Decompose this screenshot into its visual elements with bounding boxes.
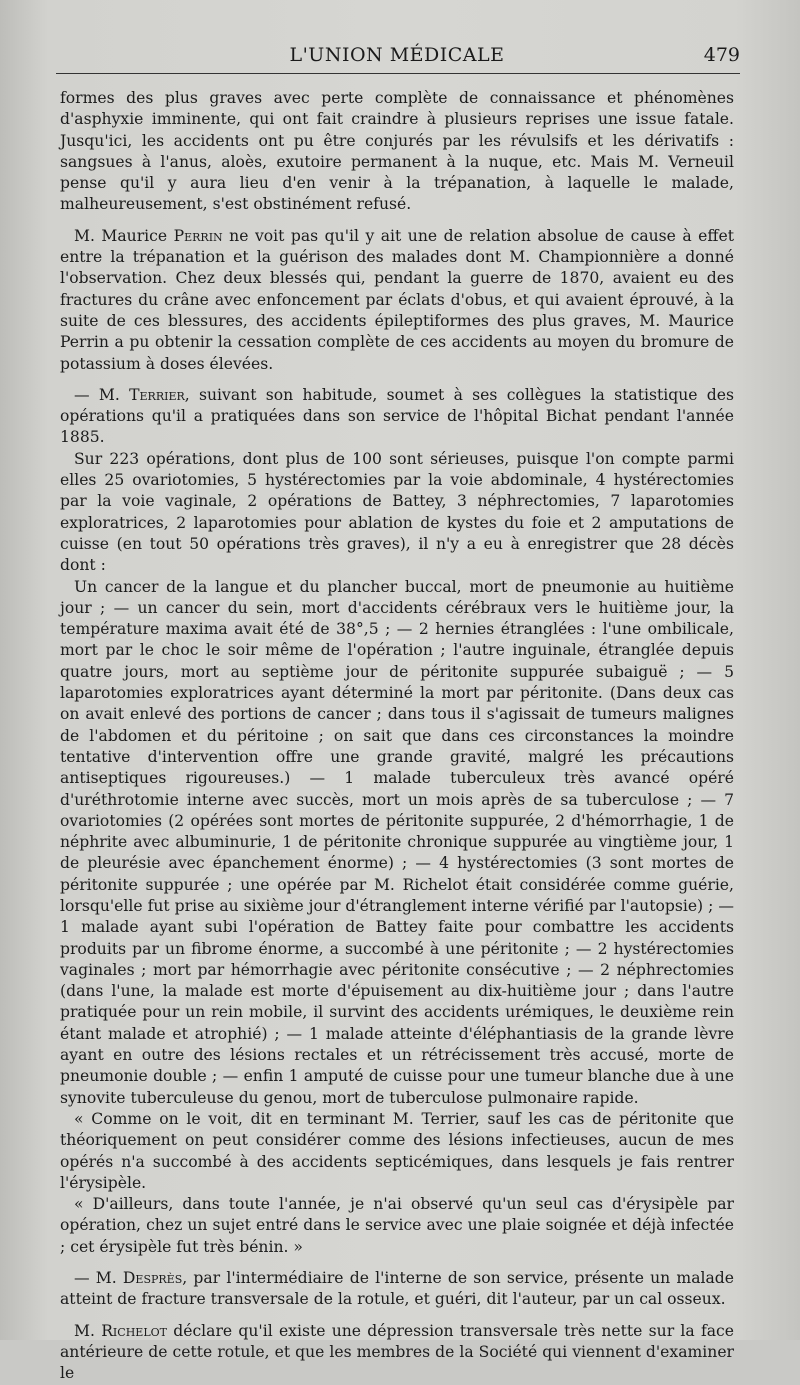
section-gap xyxy=(60,1311,734,1321)
paragraph-terrier-intro: — M. Terrier, suivant son habitude, soumet à ses collègues la statistique des opérations qu'il a pratiquées dans son service de l'hôpital Bichat pendant l'année 1885. xyxy=(60,385,734,447)
paragraph-richelot: M. Richelot déclare qu'il existe une dépression transversale très nette sur la face antérieure de cette rotule, et que les membres de la Société qui viennent d'examiner le xyxy=(60,1321,734,1383)
speaker-name: Desprès xyxy=(122,1269,183,1288)
running-title: L'UNION MÉDICALE xyxy=(289,44,505,66)
paragraph-terrier-quote-1: « Comme on le voit, dit en terminant M. Terrier, sauf les cas de péritonite que théoriquement on peut considérer comme des lésions infectieuses, aucun de mes opérés n'a succombé à des accidents septicémiques, dans lesquels je fais rentrer l'érysipèle. xyxy=(60,1109,734,1192)
paragraph-terrier-deaths: Un cancer de la langue et du plancher buccal, mort de pneumonie au huitième jour ; — un cancer du sein, mort d'accidents cérébraux vers le huitième jour, la température maxima avait été de 38°,5 ; — 2 hernies étranglées : l'une ombilicale, mort par le choc le soir même de l'opération ; l'autre inguinale, étranglée depuis quatre jours, mort au septième jour de péritonite suppurée subaiguë ; — 5 laparotomies exploratrices ayant déterminé la mort par péritonite. (Dans deux cas on avait enlevé des portions de cancer ; dans tous il s'agissait de tumeurs malignes de l'abdomen et du péritoine ; on sait que dans ces circonstances la moindre tentative d'intervention offre une grande gravité, malgré les précautions antiseptiques rigoureuses.) — 1 malade tuberculeux très avancé opéré d'uréthrotomie interne avec succès, mort un mois après de sa tuberculose ; — 7 ovariotomies (2 opérées sont mortes de péritonite suppurée, 2 d'hémorrhagie, 1 de néphrite avec albuminurie, 1 de péritonite chronique suppurée au vingtième jour, 1 de pleurésie avec épanchement énorme) ; — 4 hystérectomies (3 sont mortes de péritonite suppurée ; une opérée par M. Richelot était considérée comme guérie, lorsqu'elle fut prise au sixième jour d'étranglement interne vérifié par l'autopsie) ; — 1 malade ayant subi l'opération de Battey faite pour combattre les accidents produits par un fibrome énorme, a succombé à une péritonite ; — 2 hystérectomies vaginales ; mort par hémorrhagie avec péritonite consécutive ; — 2 néphrectomies (dans l'une, la malade est morte d'épuisement au dix-huitième jour ; dans l'autre pratiquée pour un rein mobile, il survint des accidents urémiques, le deuxième rein étant malade et atrophié) ; — 1 malade atteinte d'éléphantiasis de la grande lèvre ayant en outre des lésions rectales et un rétrécissement très accusé, morte de pneumonie double ; — enfin 1 amputé de cuisse pour une tumeur blanche due à une synovite tuberculeuse du genou, mort de tuberculose pulmonaire rapide. xyxy=(60,577,734,1107)
section-gap xyxy=(60,375,734,385)
paragraph-perrin: M. Maurice Perrin ne voit pas qu'il y ait une de relation absolue de cause à effet entre la trépanation et la guérison des malades dont M. Championnière a donné l'observation. Chez deux blessés qui, pendant la guerre de 1870, avaient eu des fractures du crâne avec enfoncement par éclats d'obus, et qui avaient éprouvé, à la suite de ces blessures, des accidents épileptiformes des plus graves, M. Maurice Perrin a pu obtenir la cessation complète de ces accidents au moyen du bromure de potassium à doses élevées. xyxy=(60,226,734,373)
speaker-name: Perrin xyxy=(173,226,223,245)
paragraph-despres: — M. Desprès, par l'intermédiaire de l'interne de son service, présente un malade atteint de fracture transversale de la rotule, et guéri, dit l'auteur, par un cal osseux. xyxy=(60,1269,734,1309)
speaker-name: Terrier xyxy=(129,385,185,404)
body-text xyxy=(60,88,734,1385)
page-number: 479 xyxy=(703,44,740,66)
section-gap xyxy=(60,216,734,226)
paragraph-terrier-quote-2: « D'ailleurs, dans toute l'année, je n'ai observé qu'un seul cas d'érysipèle par opération, chez un sujet entré dans le service avec une plaie soignée et déjà infectée ; cet érysipèle fut très bénin. » xyxy=(60,1195,734,1256)
header-rule xyxy=(56,73,740,74)
paragraph-terrier-statistics: Sur 223 opérations, dont plus de 100 sont sérieuses, puisque l'on compte parmi elles 25 ovariotomies, 5 hystérectomies par la voie abdominale, 4 hystérectomies par la voie vaginale, 2 opérations de Battey, 3 néphrectomies, 7 laparotomies exploratrices, 2 laparotomies pour ablation de kystes du foie et 2 amputations de cuisse (en tout 50 opérations très graves), il n'y a eu à enregistrer que 28 décès dont : xyxy=(60,449,734,575)
page-header xyxy=(60,40,740,70)
speaker-name: Richelot xyxy=(101,1321,167,1340)
section-gap xyxy=(60,1258,734,1268)
paragraph-verneuil-continuation: formes des plus graves avec perte complète de connaissance et phénomènes d'asphyxie imminente, qui ont fait craindre à plusieurs reprises une issue fatale. Jusqu'ici, les accidents ont pu être conjurés par les révulsifs et les dérivatifs : sangsues à l'anus, aloès, exutoire permanent à la nuque, etc. Mais M. Verneuil pense qu'il y aura lieu d'en venir à la trépanation, à laquelle le malade, malheureusement, s'est obstinément refusé. xyxy=(60,89,734,214)
